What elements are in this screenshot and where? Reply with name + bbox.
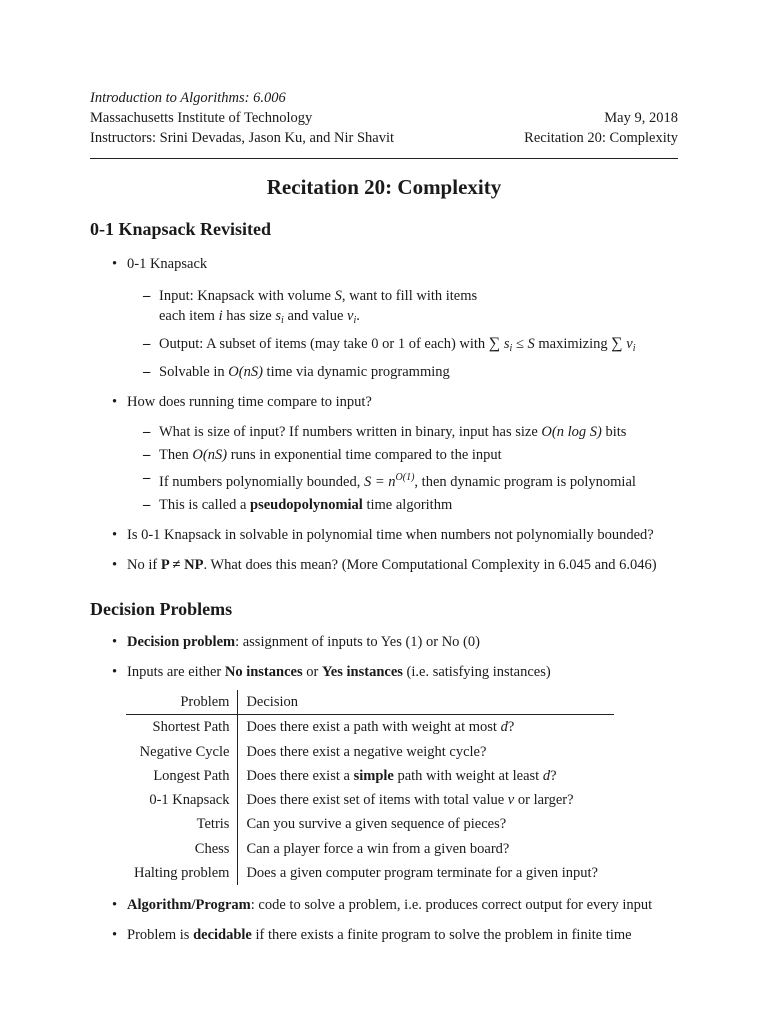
problem-cell: Halting problem <box>126 861 238 885</box>
text: path with weight at least <box>393 767 543 784</box>
math: d <box>500 719 508 736</box>
sum-symbol: ∑ <box>488 335 501 352</box>
table-header-row <box>126 690 614 715</box>
sub-item-polynomial <box>127 468 678 492</box>
table-row <box>126 740 614 764</box>
bold-term: P ≠ NP <box>160 557 204 573</box>
text: or larger? <box>514 792 574 809</box>
page-title: Recitation 20: Complexity <box>266 175 502 199</box>
text: and value <box>283 308 348 324</box>
text: ? <box>550 767 557 784</box>
text: Inputs are either <box>127 664 225 680</box>
math: i <box>218 308 223 324</box>
problem-cell: Longest Path <box>126 764 238 788</box>
institution: Massachusetts Institute of Technology <box>90 110 313 126</box>
text: . <box>356 308 360 324</box>
decision-cell <box>238 812 615 836</box>
text: : assignment of inputs to Yes (1) or No (0) <box>235 634 480 650</box>
sub-item-exponential <box>127 445 678 465</box>
bold-term: pseudopolynomial <box>250 497 363 513</box>
text: Does there exist a negative weight cycle? <box>246 743 487 760</box>
text: maximizing <box>534 336 612 352</box>
list-item <box>90 392 678 515</box>
table-row <box>126 764 614 788</box>
math: v <box>347 308 354 324</box>
text: Does there exist a <box>246 767 354 784</box>
problem-cell: Shortest Path <box>126 715 238 740</box>
text: or <box>302 664 322 680</box>
text: : code to solve a problem, i.e. produces correct output for every input <box>250 897 653 914</box>
item-text: How does running time compare to input? <box>127 394 372 410</box>
list-item <box>90 925 678 945</box>
problem-cell: Chess <box>126 837 238 861</box>
text: Input: Knapsack with volume <box>159 288 335 304</box>
problem-cell: Tetris <box>126 812 238 836</box>
decision-cell <box>238 861 615 885</box>
table-row <box>126 861 614 885</box>
math: s <box>275 308 282 324</box>
math: s <box>500 336 510 352</box>
math-sub: i <box>632 343 636 354</box>
list-item <box>90 254 678 382</box>
text: What is size of input? If numbers written in binary, input has size <box>159 424 542 440</box>
math: ≤ S <box>512 336 535 352</box>
bold-term: Algorithm/Program <box>127 897 251 914</box>
table-row <box>126 715 614 740</box>
list-item <box>90 525 678 545</box>
decision-list-2 <box>90 895 678 945</box>
decision-list <box>90 632 678 682</box>
header-row-2 <box>90 108 678 128</box>
item-text: Is 0-1 Knapsack in solvable in polynomial time when numbers not polynomially bounded? <box>127 527 654 543</box>
math: d <box>542 767 551 784</box>
text: Solvable in <box>159 364 229 380</box>
math-sup: O(1) <box>395 472 415 483</box>
header-row-1 <box>90 88 678 108</box>
math: O(nS) <box>192 447 228 463</box>
header-divider <box>90 158 678 159</box>
text: Can a player force a win from a given board? <box>246 840 510 857</box>
text: (i.e. satisfying instances) <box>402 664 551 680</box>
table-row <box>126 837 614 861</box>
sub-item-input-size <box>127 422 678 442</box>
math: O(nS) <box>228 364 263 380</box>
sub-item-solvable <box>127 362 678 382</box>
math-sub: i <box>353 315 357 326</box>
document-page <box>90 88 678 945</box>
text: No if <box>127 557 161 573</box>
text: Does there exist a path with weight at most <box>246 719 501 736</box>
section-heading-decision: Decision Problems <box>90 599 233 619</box>
table-row <box>126 812 614 836</box>
knapsack-list <box>90 254 678 575</box>
text: Can you survive a given sequence of pieces? <box>246 816 507 833</box>
sub-list <box>127 286 678 382</box>
text: bits <box>601 424 627 440</box>
math: v <box>507 792 515 809</box>
list-item <box>90 895 678 915</box>
date: May 9, 2018 <box>604 110 678 126</box>
text: , then dynamic program is polynomial <box>414 474 636 490</box>
recitation-label: Recitation 20: Complexity <box>524 130 678 146</box>
sub-item-output <box>127 334 678 359</box>
problem-cell: 0-1 Knapsack <box>126 788 238 812</box>
course-name: Introduction to Algorithms: 6.006 <box>90 90 286 106</box>
problem-cell: Negative Cycle <box>126 740 238 764</box>
text: , want to fill with items <box>341 288 478 304</box>
text: time via dynamic programming <box>262 364 450 380</box>
instructors: Instructors: Srini Devadas, Jason Ku, and Nir Shavit <box>90 130 395 146</box>
sub-item-input <box>127 286 678 331</box>
sub-item-pseudopolynomial <box>127 495 678 515</box>
section-heading-knapsack: 0-1 Knapsack Revisited <box>90 219 272 239</box>
decision-cell <box>238 764 615 788</box>
text: Does there exist set of items with total value <box>246 792 508 809</box>
decision-cell <box>238 715 615 740</box>
text: if there exists a finite program to solve the problem in finite time <box>251 927 632 944</box>
bold-term: decidable <box>193 927 252 944</box>
text: runs in exponential time compared to the input <box>227 447 502 463</box>
text: If numbers polynomially bounded, <box>159 474 364 490</box>
text: ? <box>507 719 515 736</box>
text: has size <box>222 308 276 324</box>
text: time algorithm <box>362 497 453 513</box>
bold-term: No instances <box>224 664 303 680</box>
text: Problem is <box>127 927 194 944</box>
math: S = n <box>363 474 396 490</box>
math: O(n log S) <box>541 424 602 440</box>
bold-term: Yes instances <box>321 664 403 680</box>
header-row-3 <box>90 128 678 148</box>
math-sub: i <box>281 315 284 326</box>
text: . What does this mean? (More Computational Complexity in 6.045 and 6.046) <box>203 557 657 573</box>
item-text: 0-1 Knapsack <box>127 256 208 272</box>
math-sub: i <box>509 343 513 354</box>
decision-cell <box>238 837 615 861</box>
bold-term: simple <box>353 767 394 784</box>
sub-list <box>127 422 678 515</box>
list-item <box>90 632 678 652</box>
column-header-problem: Problem <box>126 690 238 715</box>
decision-cell <box>238 788 615 812</box>
math: v <box>622 336 633 352</box>
text: Then <box>159 447 193 463</box>
text: each item <box>159 308 219 324</box>
list-item <box>90 555 678 575</box>
decision-cell <box>238 740 615 764</box>
table-row <box>126 788 614 812</box>
sum-symbol: ∑ <box>611 335 623 352</box>
math: S <box>334 288 342 304</box>
text: Does a given computer program terminate for a given input? <box>246 865 598 882</box>
text: Output: A subset of items (may take 0 or 1 of each) with <box>159 336 489 352</box>
column-header-decision: Decision <box>238 690 615 715</box>
list-item <box>90 662 678 682</box>
bold-term: Decision problem <box>127 634 236 650</box>
text: This is called a <box>159 497 251 513</box>
decision-table <box>126 690 614 885</box>
